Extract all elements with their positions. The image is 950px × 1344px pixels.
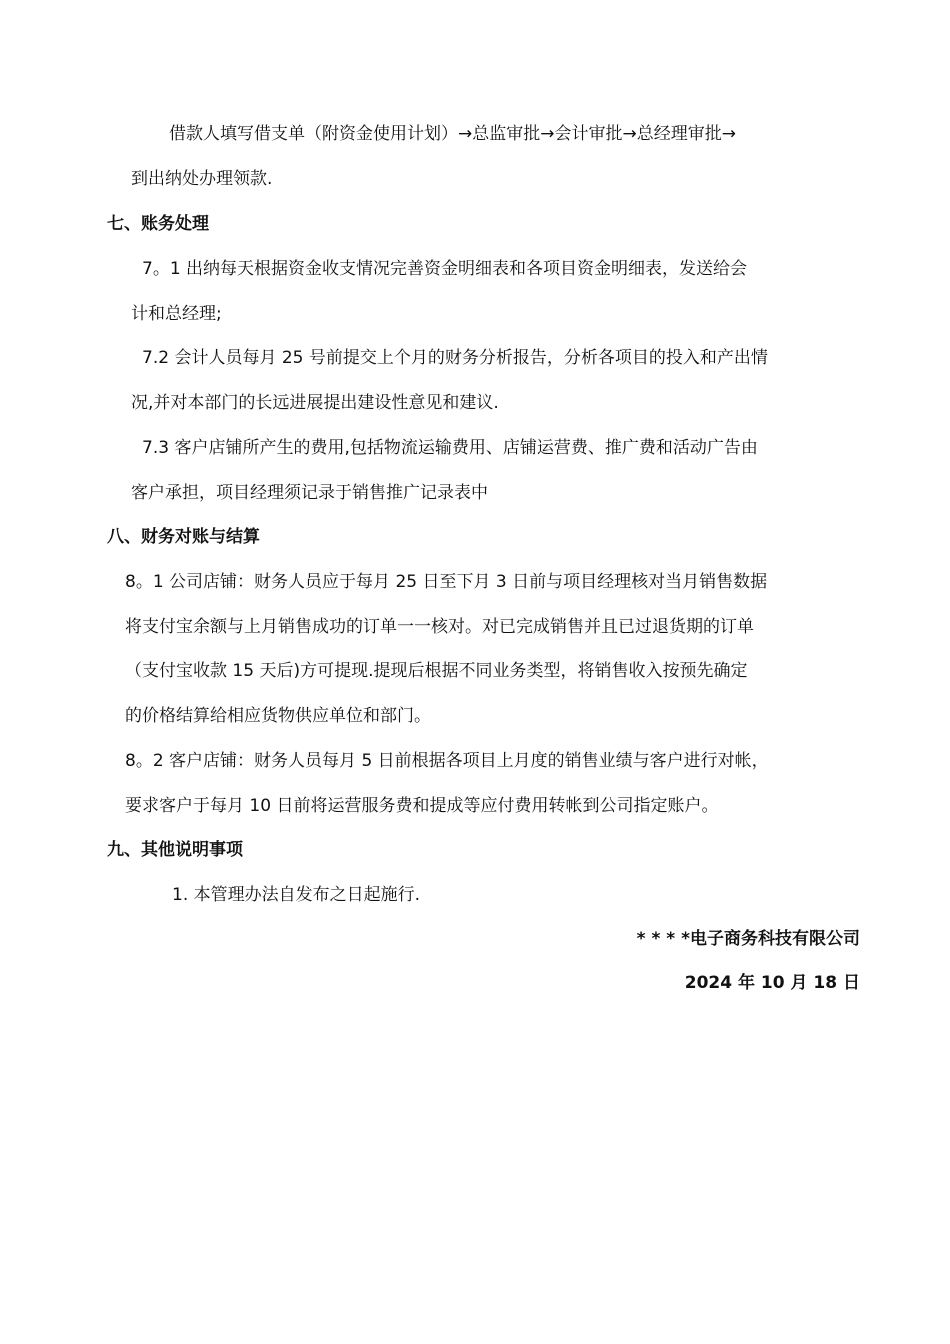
section-7-paragraph-1-line-1: 7。1 出纳每天根据资金收支情况完善资金明细表和各项目资金明细表，发送给会 <box>142 259 748 279</box>
section-8-paragraph-1-line-2: 将支付宝余额与上月销售成功的订单一一核对。对已完成销售并且已过退货期的订单 <box>125 617 754 637</box>
section-7-paragraph-2-line-1: 7.2 会计人员每月 25 号前提交上个月的财务分析报告，分析各项目的投入和产出情 <box>142 348 768 368</box>
section-8-paragraph-1-line-1: 8。1 公司店铺：财务人员应于每月 25 日至下月 3 日前与项目经理核对当月销售数据 <box>125 572 768 592</box>
section-8-heading: 八、财务对账与结算 <box>107 527 260 547</box>
signature-company: * * * *电子商务科技有限公司 <box>636 929 860 949</box>
section-9-item-1: 1. 本管理办法自发布之日起施行. <box>172 885 421 905</box>
section-8-paragraph-2-line-1: 8。2 客户店铺：财务人员每月 5 日前根据各项目上月度的销售业绩与客户进行对帐， <box>125 751 769 771</box>
loan-process-line-2: 到出纳处办理领款. <box>131 169 273 189</box>
section-8-paragraph-1-line-3: （支付宝收款 15 天后)方可提现.提现后根据不同业务类型，将销售收入按预先确定 <box>125 661 748 681</box>
section-8-paragraph-2-line-2: 要求客户于每月 10 日前将运营服务费和提成等应付费用转帐到公司指定账户。 <box>125 796 719 816</box>
section-9-heading: 九、其他说明事项 <box>107 840 243 860</box>
loan-process-line-1: 借款人填写借支单（附资金使用计划）→总监审批→会计审批→总经理审批→ <box>169 124 736 144</box>
section-7-paragraph-1-line-2: 计和总经理; <box>131 304 222 324</box>
section-7-heading: 七、账务处理 <box>107 214 209 234</box>
section-8-paragraph-1-line-4: 的价格结算给相应货物供应单位和部门。 <box>125 706 431 726</box>
signature-date: 2024 年 10 月 18 日 <box>684 973 860 993</box>
section-7-paragraph-3-line-2: 客户承担，项目经理须记录于销售推广记录表中 <box>131 483 488 503</box>
section-7-paragraph-3-line-1: 7.3 客户店铺所产生的费用,包括物流运输费用、店铺运营费、推广费和活动广告由 <box>142 438 758 458</box>
section-7-paragraph-2-line-2: 况,并对本部门的长远进展提出建设性意见和建议. <box>131 393 499 413</box>
